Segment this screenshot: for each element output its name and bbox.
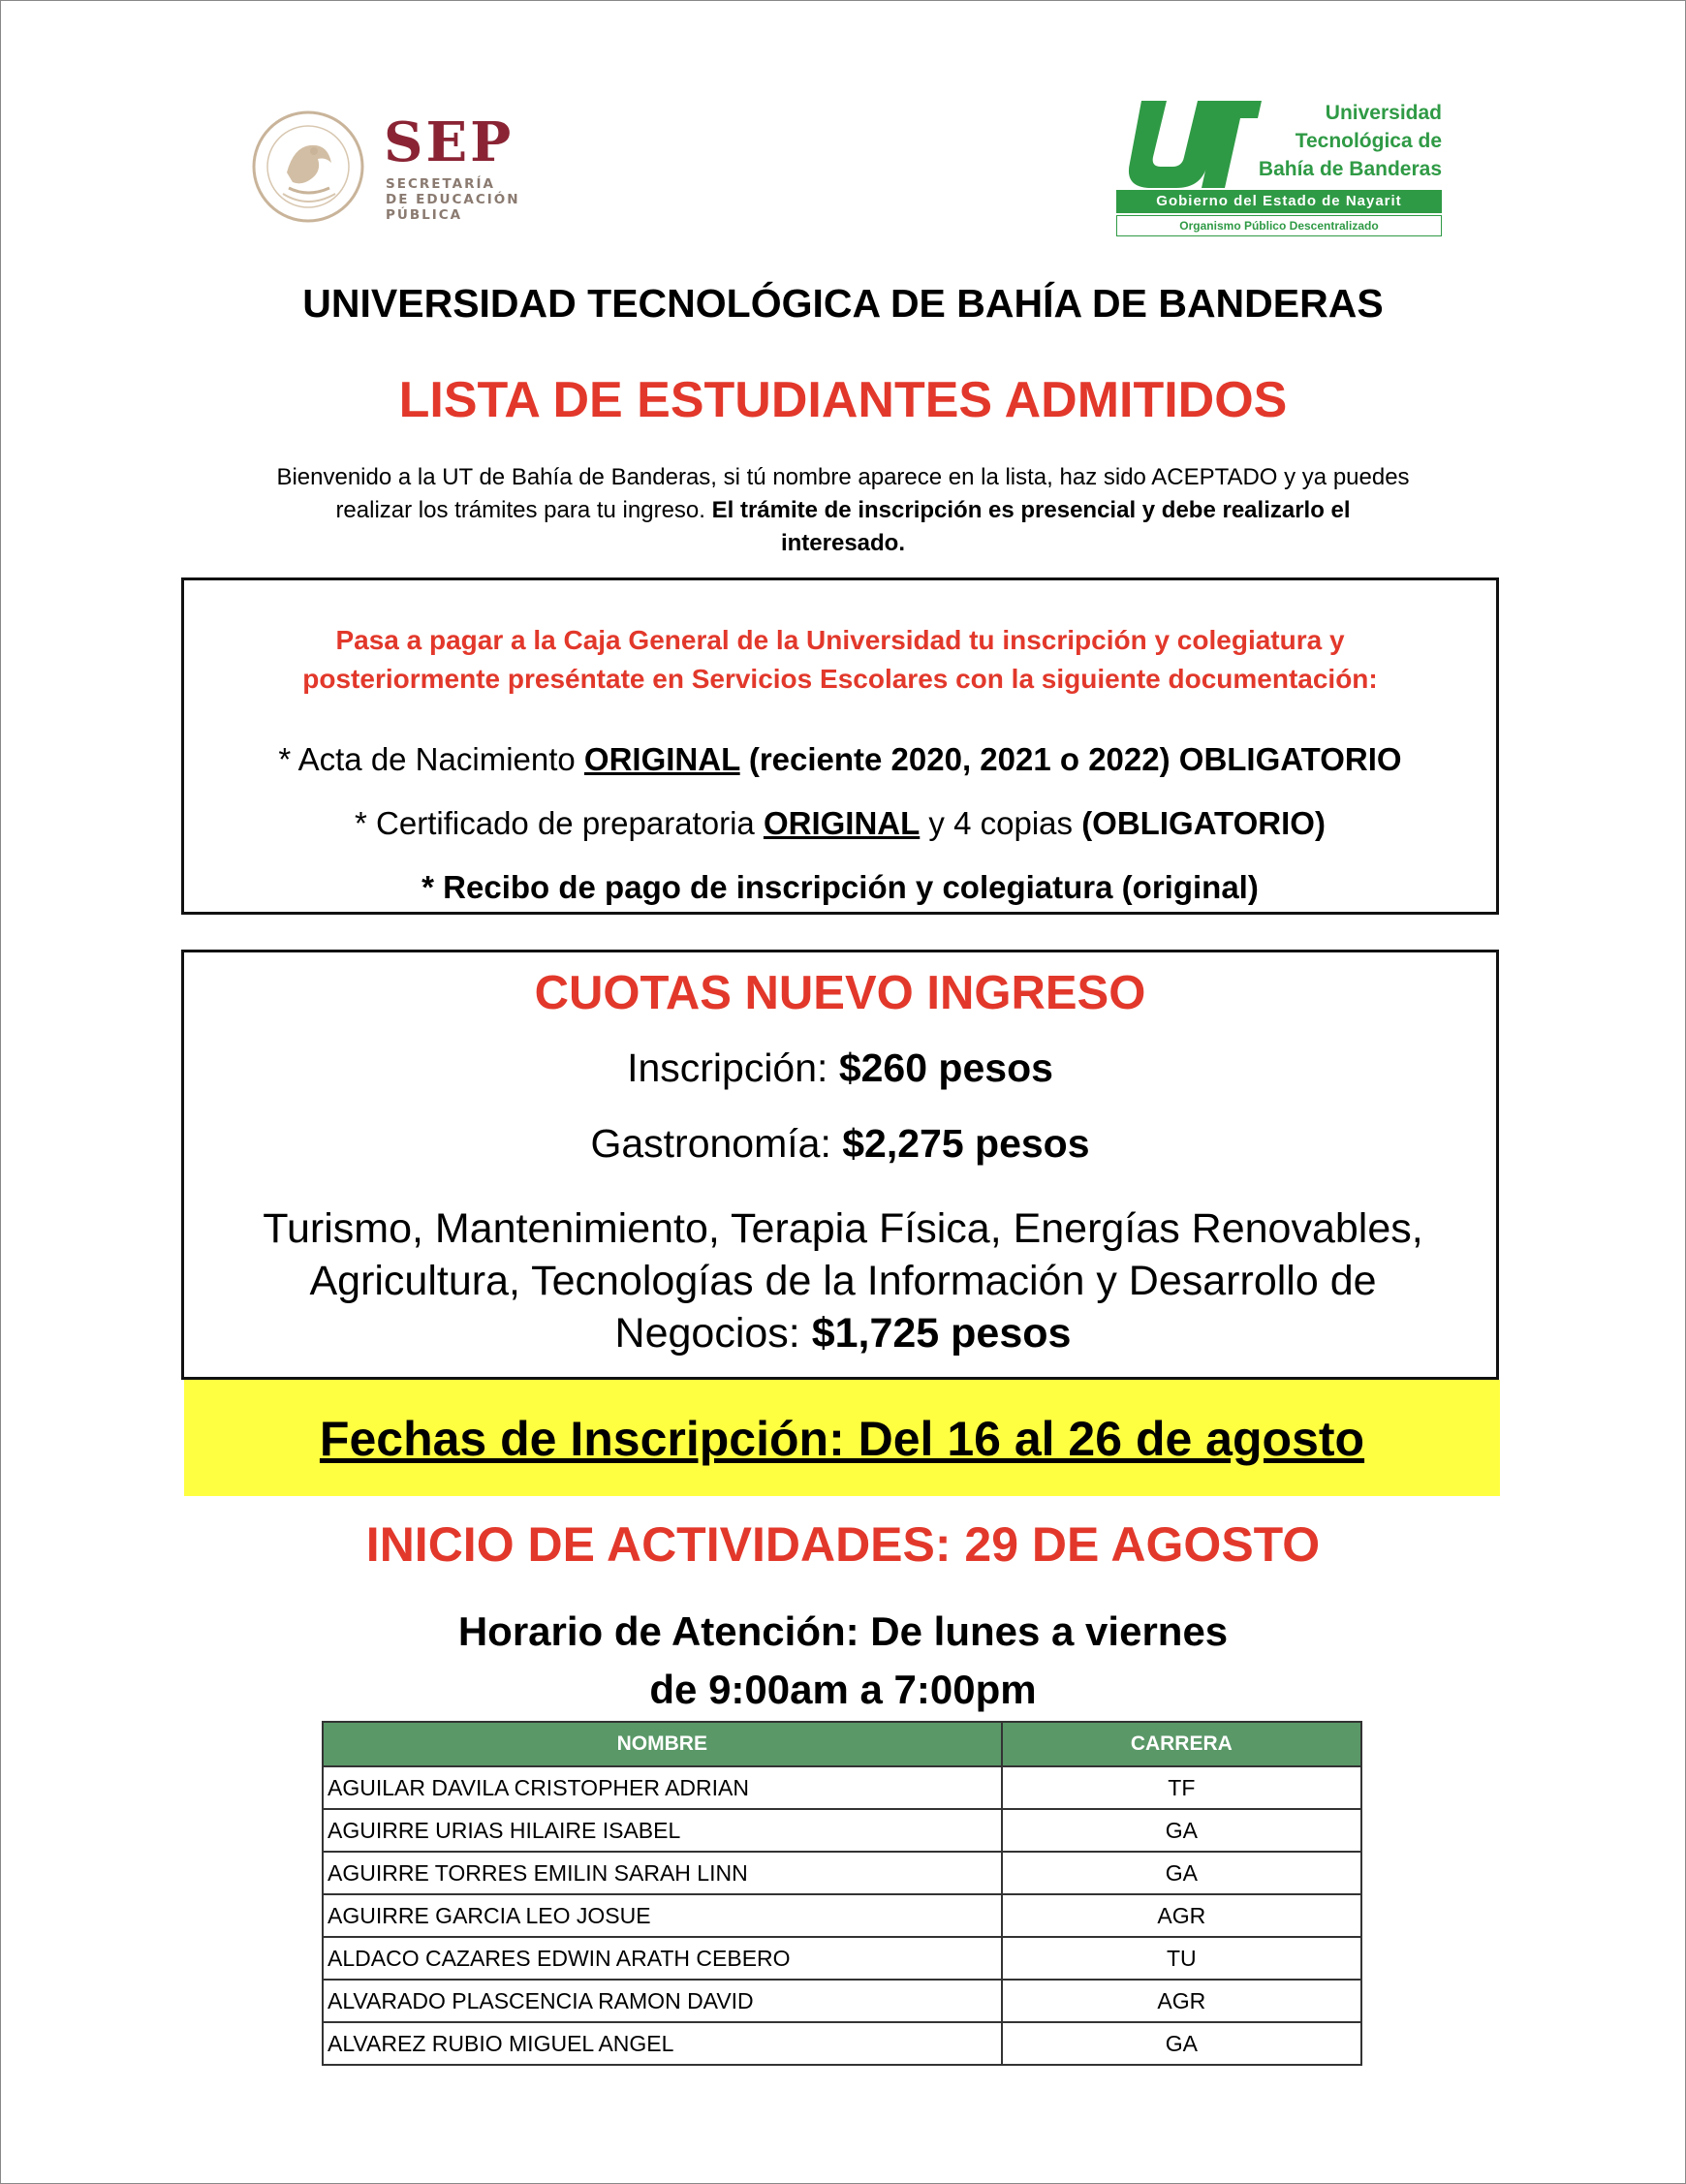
ut-name-line3: Bahía de Banderas — [1258, 158, 1442, 180]
student-career: TF — [1002, 1766, 1361, 1809]
column-header-name: NOMBRE — [323, 1722, 1002, 1766]
req1-original: ORIGINAL — [583, 741, 740, 777]
fee-others-line3 — [213, 1307, 1473, 1359]
fee-gastronomy — [184, 1121, 1496, 1167]
req2-prefix: * Certificado de preparatoria — [355, 805, 764, 841]
sep-subtitle-line3: PÚBLICA — [386, 207, 463, 223]
admitted-students-table — [322, 1721, 1362, 2066]
requirements-box — [181, 577, 1499, 915]
sep-subtitle-line2: DE EDUCACIÓN — [386, 192, 520, 207]
ut-logo — [1116, 97, 1442, 238]
welcome-line2-plain: realizar los trámites para tu ingreso. — [335, 497, 712, 523]
table-row — [323, 1937, 1361, 1980]
admitted-list-title: LISTA DE ESTUDIANTES ADMITIDOS — [398, 372, 1288, 428]
university-title: UNIVERSIDAD TECNOLÓGICA DE BAHÍA DE BANDERAS — [302, 281, 1384, 326]
ut-name-line1: Universidad — [1325, 102, 1442, 124]
student-career: GA — [1002, 1809, 1361, 1852]
office-hours-line1: Horario de Atención: De lunes a viernes — [457, 1608, 1229, 1654]
office-hours-line2: de 9:00am a 7:00pm — [649, 1667, 1037, 1712]
req2-suffix: (OBLIGATORIO) — [1081, 805, 1326, 841]
student-career: AGR — [1002, 1980, 1361, 2022]
table-row — [323, 1980, 1361, 2022]
ut-organism-bar: Organismo Público Descentralizado — [1116, 215, 1442, 236]
table-row — [323, 1894, 1361, 1937]
fees-title: CUOTAS NUEVO INGRESO — [534, 967, 1146, 1019]
requirement-birth-certificate — [184, 741, 1496, 778]
table-row — [323, 2022, 1361, 2065]
enrollment-dates-text: Fechas de Inscripción: Del 16 al 26 de agosto — [319, 1412, 1365, 1466]
student-name: AGUIRRE URIAS HILAIRE ISABEL — [323, 1809, 1002, 1852]
activities-start: INICIO DE ACTIVIDADES: 29 DE AGOSTO — [365, 1517, 1321, 1572]
table-header-row — [323, 1722, 1361, 1766]
sep-subtitle-line1: SECRETARÍA — [386, 176, 495, 192]
student-name: AGUILAR DAVILA CRISTOPHER ADRIAN — [323, 1766, 1002, 1809]
ut-mark-icon — [1116, 97, 1262, 190]
sep-subtitle — [386, 176, 520, 223]
req2-middle: y 4 copias — [920, 805, 1082, 841]
req1-suffix: (reciente 2020, 2021 o 2022) OBLIGATORIO — [739, 741, 1402, 777]
ut-government-bar: Gobierno del Estado de Nayarit — [1116, 190, 1442, 213]
student-name: AGUIRRE TORRES EMILIN SARAH LINN — [323, 1852, 1002, 1894]
welcome-message — [184, 461, 1502, 560]
student-name: ALVARADO PLASCENCIA RAMON DAVID — [323, 1980, 1002, 2022]
student-career: AGR — [1002, 1894, 1361, 1937]
fee-inscription-value: $260 pesos — [838, 1045, 1053, 1090]
requirements-heading-line2: posteriormente preséntate en Servicios Escolares con la siguiente documentación: — [302, 664, 1378, 694]
student-career: GA — [1002, 1852, 1361, 1894]
student-career: TU — [1002, 1937, 1361, 1980]
table-row — [323, 1809, 1361, 1852]
fee-gastronomy-value: $2,275 pesos — [842, 1121, 1090, 1166]
welcome-line3-bold: interesado. — [780, 530, 906, 556]
fee-gastronomy-label: Gastronomía: — [590, 1121, 843, 1166]
welcome-line1: Bienvenido a la UT de Bahía de Banderas, si tú nombre aparece en la lista, haz sido ACEPTADO y ya puedes — [276, 464, 1410, 490]
office-hours — [0, 1603, 1686, 1719]
table-row — [323, 1766, 1361, 1809]
column-header-career: CARRERA — [1002, 1722, 1361, 1766]
welcome-line2 — [184, 494, 1502, 527]
mexican-seal-icon — [250, 109, 366, 225]
fee-others-line2: Agricultura, Tecnologías de la Información y Desarrollo de — [309, 1258, 1377, 1304]
welcome-line2-bold: El trámite de inscripción es presencial y debe realizarlo el — [711, 497, 1351, 523]
student-name: AGUIRRE GARCIA LEO JOSUE — [323, 1894, 1002, 1937]
req3-text: * Recibo de pago de inscripción y colegiatura (original) — [422, 869, 1259, 905]
student-name: ALVAREZ RUBIO MIGUEL ANGEL — [323, 2022, 1002, 2065]
req2-original: ORIGINAL — [763, 805, 921, 841]
req1-prefix: * Acta de Nacimiento — [278, 741, 584, 777]
fee-others-value: $1,725 pesos — [811, 1310, 1072, 1357]
sep-logo — [250, 109, 531, 225]
requirements-heading — [184, 621, 1496, 699]
requirements-heading-line1: Pasa a pagar a la Caja General de la Universidad tu inscripción y colegiatura y — [335, 625, 1345, 655]
fee-other-programs — [213, 1202, 1473, 1359]
fee-others-label: Negocios: — [614, 1310, 812, 1357]
fees-box — [181, 950, 1499, 1380]
fee-inscription-label: Inscripción: — [627, 1045, 839, 1090]
fee-others-line1: Turismo, Mantenimiento, Terapia Física, Energías Renovables, — [263, 1205, 1423, 1252]
ut-name-line2: Tecnológica de — [1295, 130, 1442, 152]
ut-name — [1259, 99, 1442, 183]
table-row — [323, 1852, 1361, 1894]
student-name: ALDACO CAZARES EDWIN ARATH CEBERO — [323, 1937, 1002, 1980]
sep-wordmark: SEP — [384, 110, 515, 174]
enrollment-dates-banner — [184, 1380, 1500, 1496]
requirement-highschool-certificate — [184, 805, 1496, 842]
requirement-payment-receipt — [184, 869, 1496, 906]
welcome-line3 — [184, 527, 1502, 560]
student-career: GA — [1002, 2022, 1361, 2065]
fee-inscription — [184, 1045, 1496, 1091]
